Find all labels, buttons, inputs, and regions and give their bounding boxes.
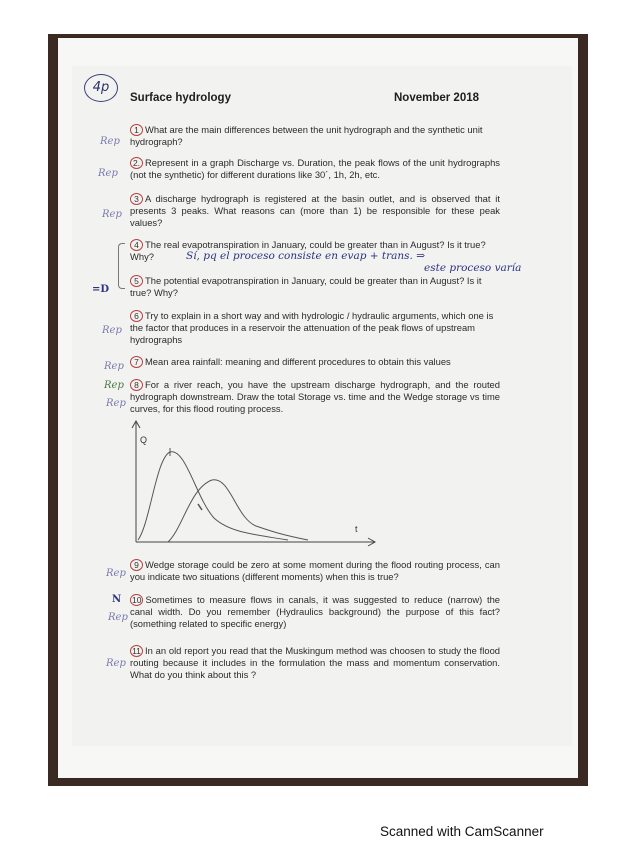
margin-mark: Rep [100, 136, 120, 147]
question-number: 6 [130, 310, 143, 322]
question-text: For a river reach, you have the upstream discharge hydrograph, and the routed hydrograph downstream. Draw the total Storage vs. time and the Wedge storage vs time curves, for this flood routing process. [130, 379, 500, 414]
question-number: 3 [130, 193, 143, 205]
question-number: 1 [130, 124, 143, 136]
document-title: Surface hydrology [130, 92, 231, 104]
question-text: Represent in a graph Discharge vs. Duration, the peak flows of the unit hydrographs (not the synthetic) for different durations like 30´, 1h, 2h, etc. [130, 157, 500, 180]
question-text: The real evapotranspiration in January, could be greater than in August? Is it true? Why? [130, 239, 486, 262]
question-1 [130, 124, 500, 148]
question-5 [130, 275, 500, 299]
question-text: Mean area rainfall: meaning and different procedures to obtain this values [145, 356, 451, 367]
question-10 [130, 594, 500, 630]
question-7 [130, 356, 500, 368]
question-9 [130, 559, 500, 583]
question-number: 9 [130, 559, 143, 571]
y-axis-label: Q [140, 435, 148, 445]
question-text: A discharge hydrograph is registered at the basin outlet, and is observed that it presents 3 peaks. What reasons can (more than 1) be responsible for these peak values? [130, 193, 500, 228]
question-number: 5 [130, 275, 143, 287]
margin-mark: Rep [104, 361, 124, 372]
question-6 [130, 310, 500, 346]
page-number-circle: 4p [84, 74, 118, 102]
question-number: 8 [130, 379, 143, 391]
question-number: 11 [130, 645, 143, 657]
hydrograph-sketch [128, 418, 388, 550]
handwritten-note-2: este proceso varía [424, 262, 522, 274]
margin-mark: Rep [102, 325, 122, 336]
margin-mark: Rep [102, 209, 122, 220]
margin-mark: Rep [108, 612, 128, 623]
question-text: Try to explain in a short way and with hydrologic / hydraulic arguments, which one is the factor that produces in a reservoir the attenuation of the peak flows of upstream hydrographs [130, 310, 494, 345]
scanner-watermark: Scanned with CamScanner [380, 824, 544, 839]
x-axis-label: t [355, 524, 358, 534]
arrow-mark: =D [92, 284, 110, 295]
margin-mark: Rep [104, 380, 124, 391]
question-text: Wedge storage could be zero at some moment during the flood routing process, can you indicate two situations (different moments) when this is true? [130, 559, 500, 582]
margin-mark: Rep [106, 398, 126, 409]
question-text: In an old report you read that the Muskingum method was choosen to study the flood routing because it includes in the formulation the mass and momentum conservation. What do you think about this ? [130, 645, 500, 680]
question-number: 10 [132, 595, 142, 605]
question-text: Sometimes to measure flows in canals, it was suggested to reduce (narrow) the canal width. Do you remember (Hydraulics background) the purpose of this fact? (something related to specific energy) [130, 594, 500, 629]
handwritten-note-1: Sí, pq el proceso consiste en evap + trans. ⇒ [186, 250, 426, 262]
question-2 [130, 157, 500, 181]
question-number: 4 [130, 239, 143, 251]
question-text: What are the main differences between the unit hydrograph and the synthetic unit hydrograph? [130, 124, 483, 147]
margin-mark: Rep [98, 168, 118, 179]
question-8 [130, 379, 500, 415]
question-text: The potential evapotranspiration in January, could be greater than in August? Is it true? Why? [130, 275, 482, 298]
routed-hydrograph-line [168, 480, 308, 542]
question-number: 2. [130, 157, 143, 169]
question-number: 7 [130, 356, 143, 368]
document-date: November 2018 [394, 92, 480, 104]
margin-mark: Rep [106, 568, 126, 579]
margin-mark: Rep [106, 658, 126, 669]
bracket-mark [118, 243, 125, 289]
axes [132, 421, 375, 546]
margin-mark: N [112, 594, 122, 605]
intersection-mark [198, 504, 202, 510]
question-3 [130, 193, 500, 229]
upstream-hydrograph-line [138, 452, 288, 540]
question-11 [130, 645, 500, 681]
